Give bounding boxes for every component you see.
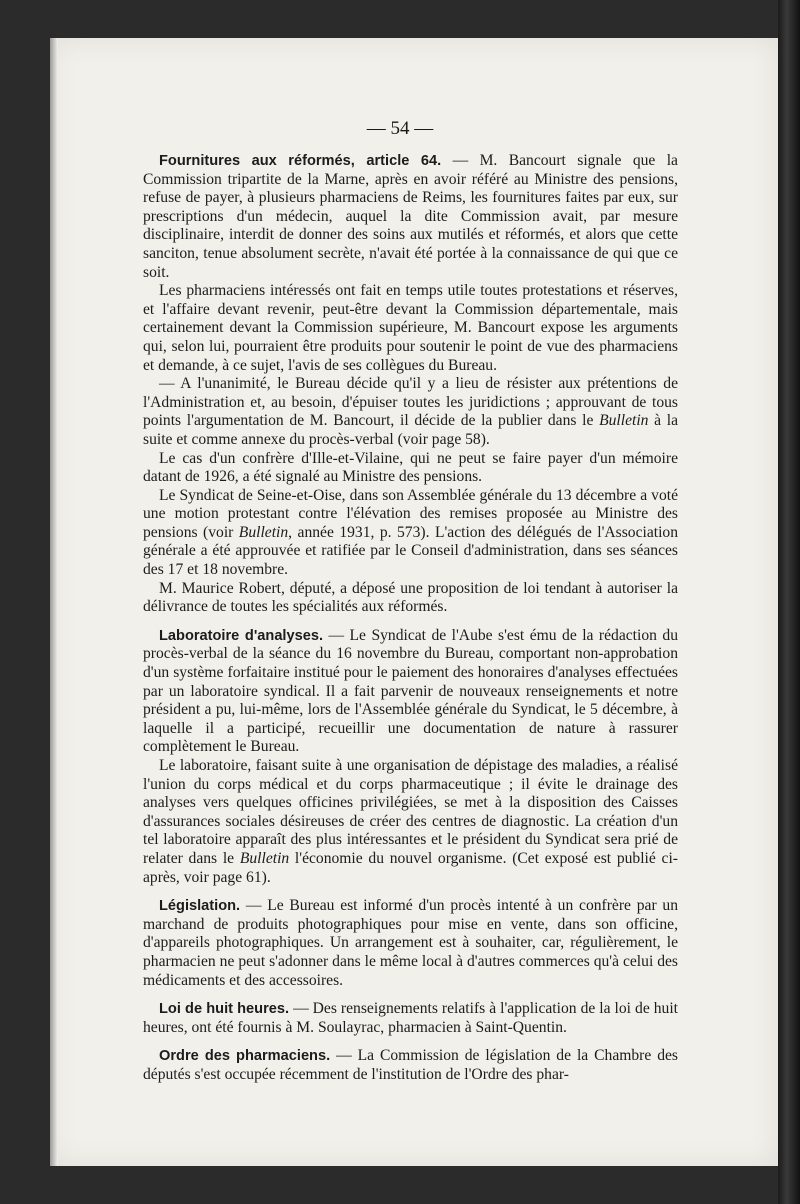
- text-run: — Le Syndicat de l'Aube s'est ému de la rédaction du procès-verbal de la séance du 16 novembre du Bureau, comportant non-approbation d'un système forfaitaire institué pour le paiement des honoraires d'analyses effectuées par un laboratoire syndical. Il a fait parvenir de nouveaux renseignements et notre président a pu, lui-même, lors de l'Assemblée générale du Syndicat, le 5 décembre, à laquelle il a participé, recueillir une documentation de nature à rassurer complètement le Bureau.: [143, 626, 678, 756]
- italic-text: Bulletin: [239, 849, 290, 867]
- section-paragraph-first: [143, 152, 678, 282]
- text-run: Les pharmaciens intéressés ont fait en temps utile toutes protestations et réserves, et l'affaire devant revenir, peut-être devant la Commission départementale, mais certainement devant la Commission supérieure, M. Bancourt expose les arguments qui, selon lui, pourraient être produits pour soutenir le point de vue des pharmaciens et demande, à ce sujet, l'avis de ses collègues du Bureau.: [143, 282, 678, 374]
- italic-text: Bulletin: [599, 412, 649, 430]
- section-heading: Ordre des pharmaciens.: [159, 1048, 331, 1065]
- text-run: , année 1931, p. 573). L'action des délégués de l'Association générale a été approuvée et ratifiée par le Conseil d'administration, dans ses séances des 17 et 18 novembre.: [143, 523, 679, 579]
- paragraph: [143, 450, 678, 487]
- section-paragraph-first: [143, 1000, 678, 1037]
- section-heading: Laboratoire d'analyses.: [159, 627, 324, 644]
- text-run: l'économie du nouvel organisme. (Cet exposé est publié ci-après, voir page 61).: [143, 849, 678, 886]
- text-run: — Le Bureau est informé d'un procès intenté à un confrère par un marchand de produits photographiques pour mise en vente, dans son officine, d'appareils photographiques. Un arrangement est à souhaiter, car, régulièrement, le pharmacien ne peut s'adonner dans le même local à d'autres commerces qu'à celui des médicaments et des accessoires.: [143, 897, 678, 989]
- paragraph: [143, 487, 678, 580]
- paragraph: [143, 757, 678, 887]
- section-heading: Législation.: [159, 898, 241, 915]
- text-run: — Des renseignements relatifs à l'application de la loi de huit heures, ont été fournis à M. Soulayrac, pharmacien à Saint-Quentin.: [143, 1000, 679, 1036]
- text-run: — La Commission de législation de la Chambre des députés s'est occupée récemment de l'institution de l'Ordre des phar-: [143, 1047, 679, 1083]
- paragraph: [143, 580, 678, 617]
- text-run: — M. Bancourt signale que la Commission tripartite de la Marne, après en avoir référé au Ministre des pensions, refuse de payer, à plusieurs pharmaciens de Reims, les fournitures faites par eux, sur prescriptions d'un médecin, auquel la dite Commission avait, par mesure disciplinaire, interdit de donner des soins aux mutilés et réformés, et alors que cette sanciton, tenue absolument secrète, n'avait été portée à la connaissance de qui que ce soit.: [143, 152, 678, 281]
- section-paragraph-first: [143, 897, 678, 990]
- text-run: Le Syndicat de Seine-et-Oise, dans son Assemblée générale du 13 décembre a voté une motion protestant contre l'élévation des remises proposée au Ministre des pensions (voir: [143, 486, 678, 541]
- section-heading: Fournitures aux réformés, article 64.: [159, 153, 442, 169]
- text-run: à la suite et comme annexe du procès-verbal (voir page 58).: [143, 412, 678, 448]
- italic-text: Bulletin: [238, 523, 289, 541]
- book-binding-shadow: [778, 0, 800, 1204]
- text-run: Le cas d'un confrère d'Ille-et-Vilaine, qui ne peut se faire payer d'un mémoire datant de 1926, a été signalé au Ministre des pensions.: [143, 449, 678, 486]
- section-paragraph-first: [143, 627, 678, 757]
- paragraph: [143, 375, 678, 449]
- text-run: M. Maurice Robert, député, a déposé une proposition de loi tendant à autoriser la délivrance de toutes les spécialités aux réformés.: [143, 579, 678, 616]
- paragraph: [143, 282, 678, 375]
- body-text: [143, 152, 678, 1085]
- text-run: — A l'unanimité, le Bureau décide qu'il y a lieu de résister aux prétentions de l'Administration et, au besoin, d'épuiser toutes les juridictions ; approuvant de tous points l'argumentation de M. Bancourt, il décide de la publier dans le: [143, 375, 678, 430]
- text-run: Le laboratoire, faisant suite à une organisation de dépistage des maladies, a réalisé l'union du corps médical et du corps pharmaceutique ; il évite le drainage des analyses vers quelques officines privilégiées, se met à la disposition des Caisses d'assurances sociales désireuses de créer des centres de diagnostic. La création d'un tel laboratoire apparaît des plus intéressantes et le président du Syndicat sera prié de relater dans le: [143, 757, 678, 867]
- page-number: — 54 —: [366, 118, 434, 139]
- section-heading: Loi de huit heures.: [159, 1001, 290, 1018]
- page-edge: [50, 38, 58, 1166]
- section-paragraph-first: [143, 1047, 678, 1084]
